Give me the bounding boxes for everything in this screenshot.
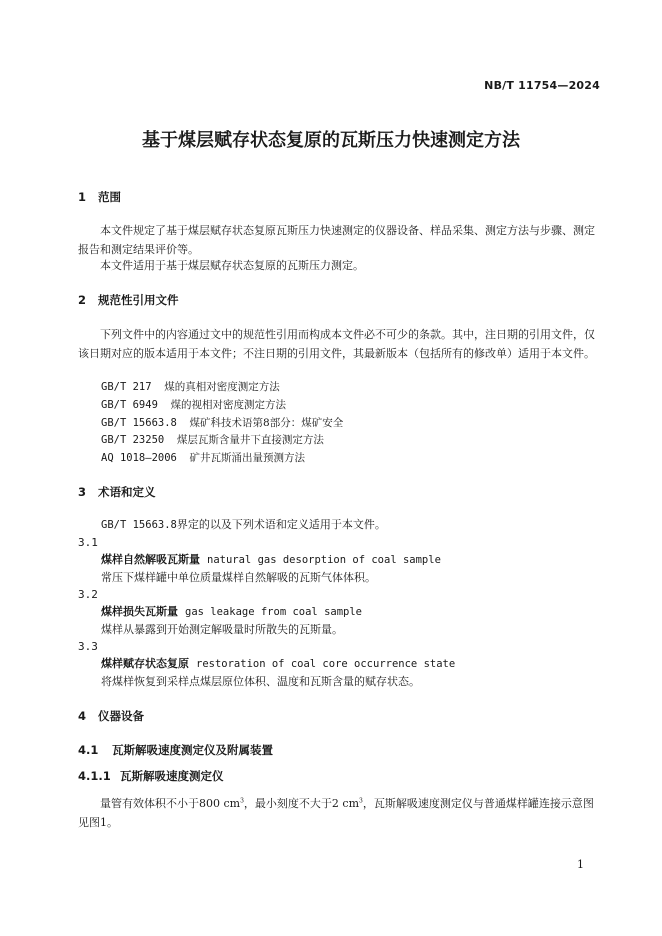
term-entry	[101, 603, 362, 621]
subsection-title: 瓦斯解吸速度测定仪	[120, 769, 224, 783]
superscript: 3	[240, 797, 244, 805]
term-chinese: 煤样自然解吸瓦斯量	[101, 553, 200, 566]
document-title: 基于煤层赋存状态复原的瓦斯压力快速测定方法	[142, 130, 520, 151]
section-1-paragraph-2: 本文件适用于基于煤层赋存状态复原的瓦斯压力测定。	[100, 259, 364, 272]
term-chinese: 煤样损失瓦斯量	[101, 605, 178, 618]
intro-text: 界定的以及下列术语和定义适用于本文件。	[176, 518, 386, 531]
reference-title: 煤的视相对密度测定方法	[170, 399, 287, 411]
paragraph-part: 量管有效体积不小于800 cm	[100, 797, 241, 810]
term-chinese: 煤样赋存状态复原	[101, 657, 189, 670]
reference-title: 煤矿科技术语第8部分：煤矿安全	[189, 417, 344, 429]
reference-item	[101, 431, 324, 449]
superscript: 3	[359, 797, 363, 805]
reference-code: GB/T 15663.8	[101, 417, 177, 429]
reference-title: 煤层瓦斯含量井下直接测定方法	[176, 434, 324, 446]
subsection-title: 瓦斯解吸速度测定仪及附属装置	[112, 743, 273, 757]
section-title: 仪器设备	[98, 709, 144, 723]
section-number: 3	[78, 485, 87, 499]
paragraph-part: ，最小刻度不大于2 cm	[243, 797, 360, 810]
section-3-heading	[78, 484, 156, 500]
reference-code: GB/T 217	[101, 381, 152, 393]
term-definition: 常压下煤样罐中单位质量煤样自然解吸的瓦斯气体体积。	[101, 571, 376, 584]
term-definition: 煤样从暴露到开始测定解吸量时所散失的瓦斯量。	[101, 623, 343, 636]
reference-code: GB/T 23250	[101, 434, 165, 446]
section-1-heading	[78, 189, 121, 205]
reference-item	[101, 414, 343, 432]
intro-reference-code: GB/T 15663.8	[101, 519, 177, 531]
term-entry	[101, 655, 455, 673]
term-number: 3.1	[78, 536, 98, 549]
term-definition: 将煤样恢复到采样点煤层原位体积、温度和瓦斯含量的赋存状态。	[101, 675, 420, 688]
subsection-4-1-1-heading	[78, 768, 224, 784]
reference-item	[101, 378, 280, 396]
page-number: 1	[577, 858, 584, 871]
section-title: 规范性引用文件	[98, 293, 179, 307]
subsection-4-1-heading	[78, 742, 273, 758]
section-4-heading	[78, 708, 144, 724]
term-entry	[101, 551, 441, 569]
section-3-intro	[101, 516, 386, 534]
subsection-number: 4.1	[78, 743, 99, 757]
section-number: 2	[78, 293, 87, 307]
section-4-1-1-paragraph	[78, 795, 600, 832]
term-english: gas leakage from coal sample	[185, 606, 363, 618]
reference-code: GB/T 6949	[101, 399, 158, 411]
paragraph-part: ，瓦斯解吸速度测定仪与普通煤样罐连接示意图见图1。	[78, 797, 594, 829]
reference-code: AQ 1018—2006	[101, 452, 177, 464]
term-number: 3.3	[78, 640, 98, 653]
subsection-number: 4.1.1	[78, 769, 111, 783]
standard-code: NB/T 11754—2024	[484, 79, 600, 92]
reference-item	[101, 396, 286, 414]
reference-item	[101, 449, 305, 467]
section-number: 1	[78, 190, 87, 204]
section-2-paragraph-1: 下列文件中的内容通过文中的规范性引用而构成本文件必不可少的条款。其中，注日期的引用文件，仅该日期对应的版本适用于本文件；不注日期的引用文件，其最新版本（包括所有的修改单）适用于本文件。	[78, 328, 595, 360]
section-title: 范围	[98, 190, 121, 204]
reference-title: 矿井瓦斯涌出量预测方法	[189, 452, 306, 464]
term-number: 3.2	[78, 588, 98, 601]
section-2-heading	[78, 292, 179, 308]
section-number: 4	[78, 709, 87, 723]
section-title: 术语和定义	[98, 485, 156, 499]
term-english: natural gas desorption of coal sample	[207, 554, 441, 566]
term-english: restoration of coal core occurrence state	[196, 658, 456, 670]
section-1-paragraph-1: 本文件规定了基于煤层赋存状态复原瓦斯压力快速测定的仪器设备、样品采集、测定方法与步骤、测定报告和测定结果评价等。	[78, 224, 595, 256]
reference-title: 煤的真相对密度测定方法	[164, 381, 280, 393]
